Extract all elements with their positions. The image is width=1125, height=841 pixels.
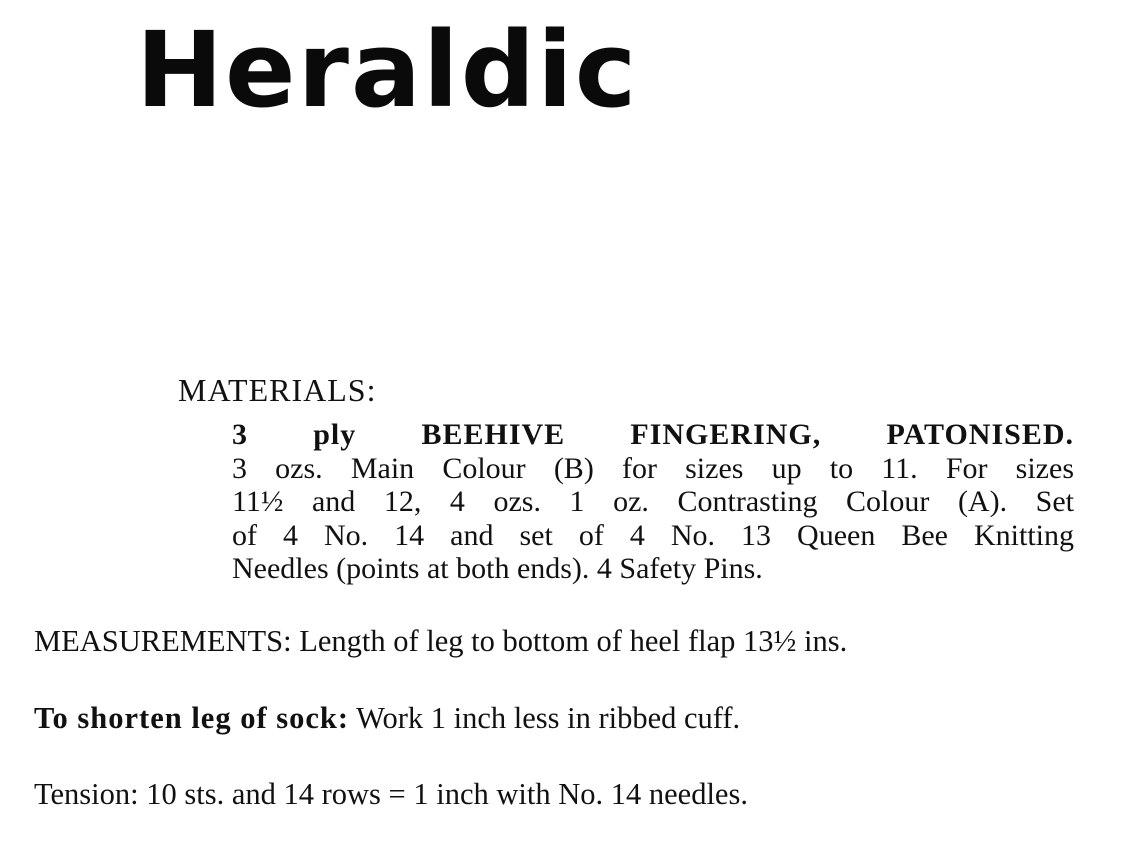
materials-list (232, 418, 1074, 586)
tension-label: Tension: (34, 777, 139, 811)
tension-line (34, 779, 748, 810)
measurements-label: MEASUREMENTS: (34, 624, 292, 658)
materials-line: Needles (points at both ends). 4 Safety Pins. (232, 552, 763, 585)
materials-line: 11½ and 12, 4 ozs. 1 oz. Contrasting Colour (A). Set (232, 485, 1074, 518)
tension-text: 10 sts. and 14 rows = 1 inch with No. 14 needles. (146, 777, 748, 811)
measurements-line (34, 626, 847, 657)
shorten-leg-line (34, 703, 740, 734)
materials-line: of 4 No. 14 and set of 4 No. 13 Queen Bee Knitting (232, 518, 1074, 552)
shorten-text: Work 1 inch less in ribbed cuff. (356, 701, 741, 735)
measurements-text: Length of leg to bottom of heel flap 13½ ins. (299, 624, 848, 658)
pattern-title: Heraldic (136, 9, 639, 131)
shorten-label: To shorten leg of sock: (34, 701, 350, 735)
materials-line: 3 ozs. Main Colour (B) for sizes up to 11. For sizes (232, 451, 1074, 485)
materials-yarn-line: 3 ply BEEHIVE FINGERING, PATONISED. (232, 418, 1074, 451)
materials-heading: MATERIALS: (178, 372, 377, 408)
